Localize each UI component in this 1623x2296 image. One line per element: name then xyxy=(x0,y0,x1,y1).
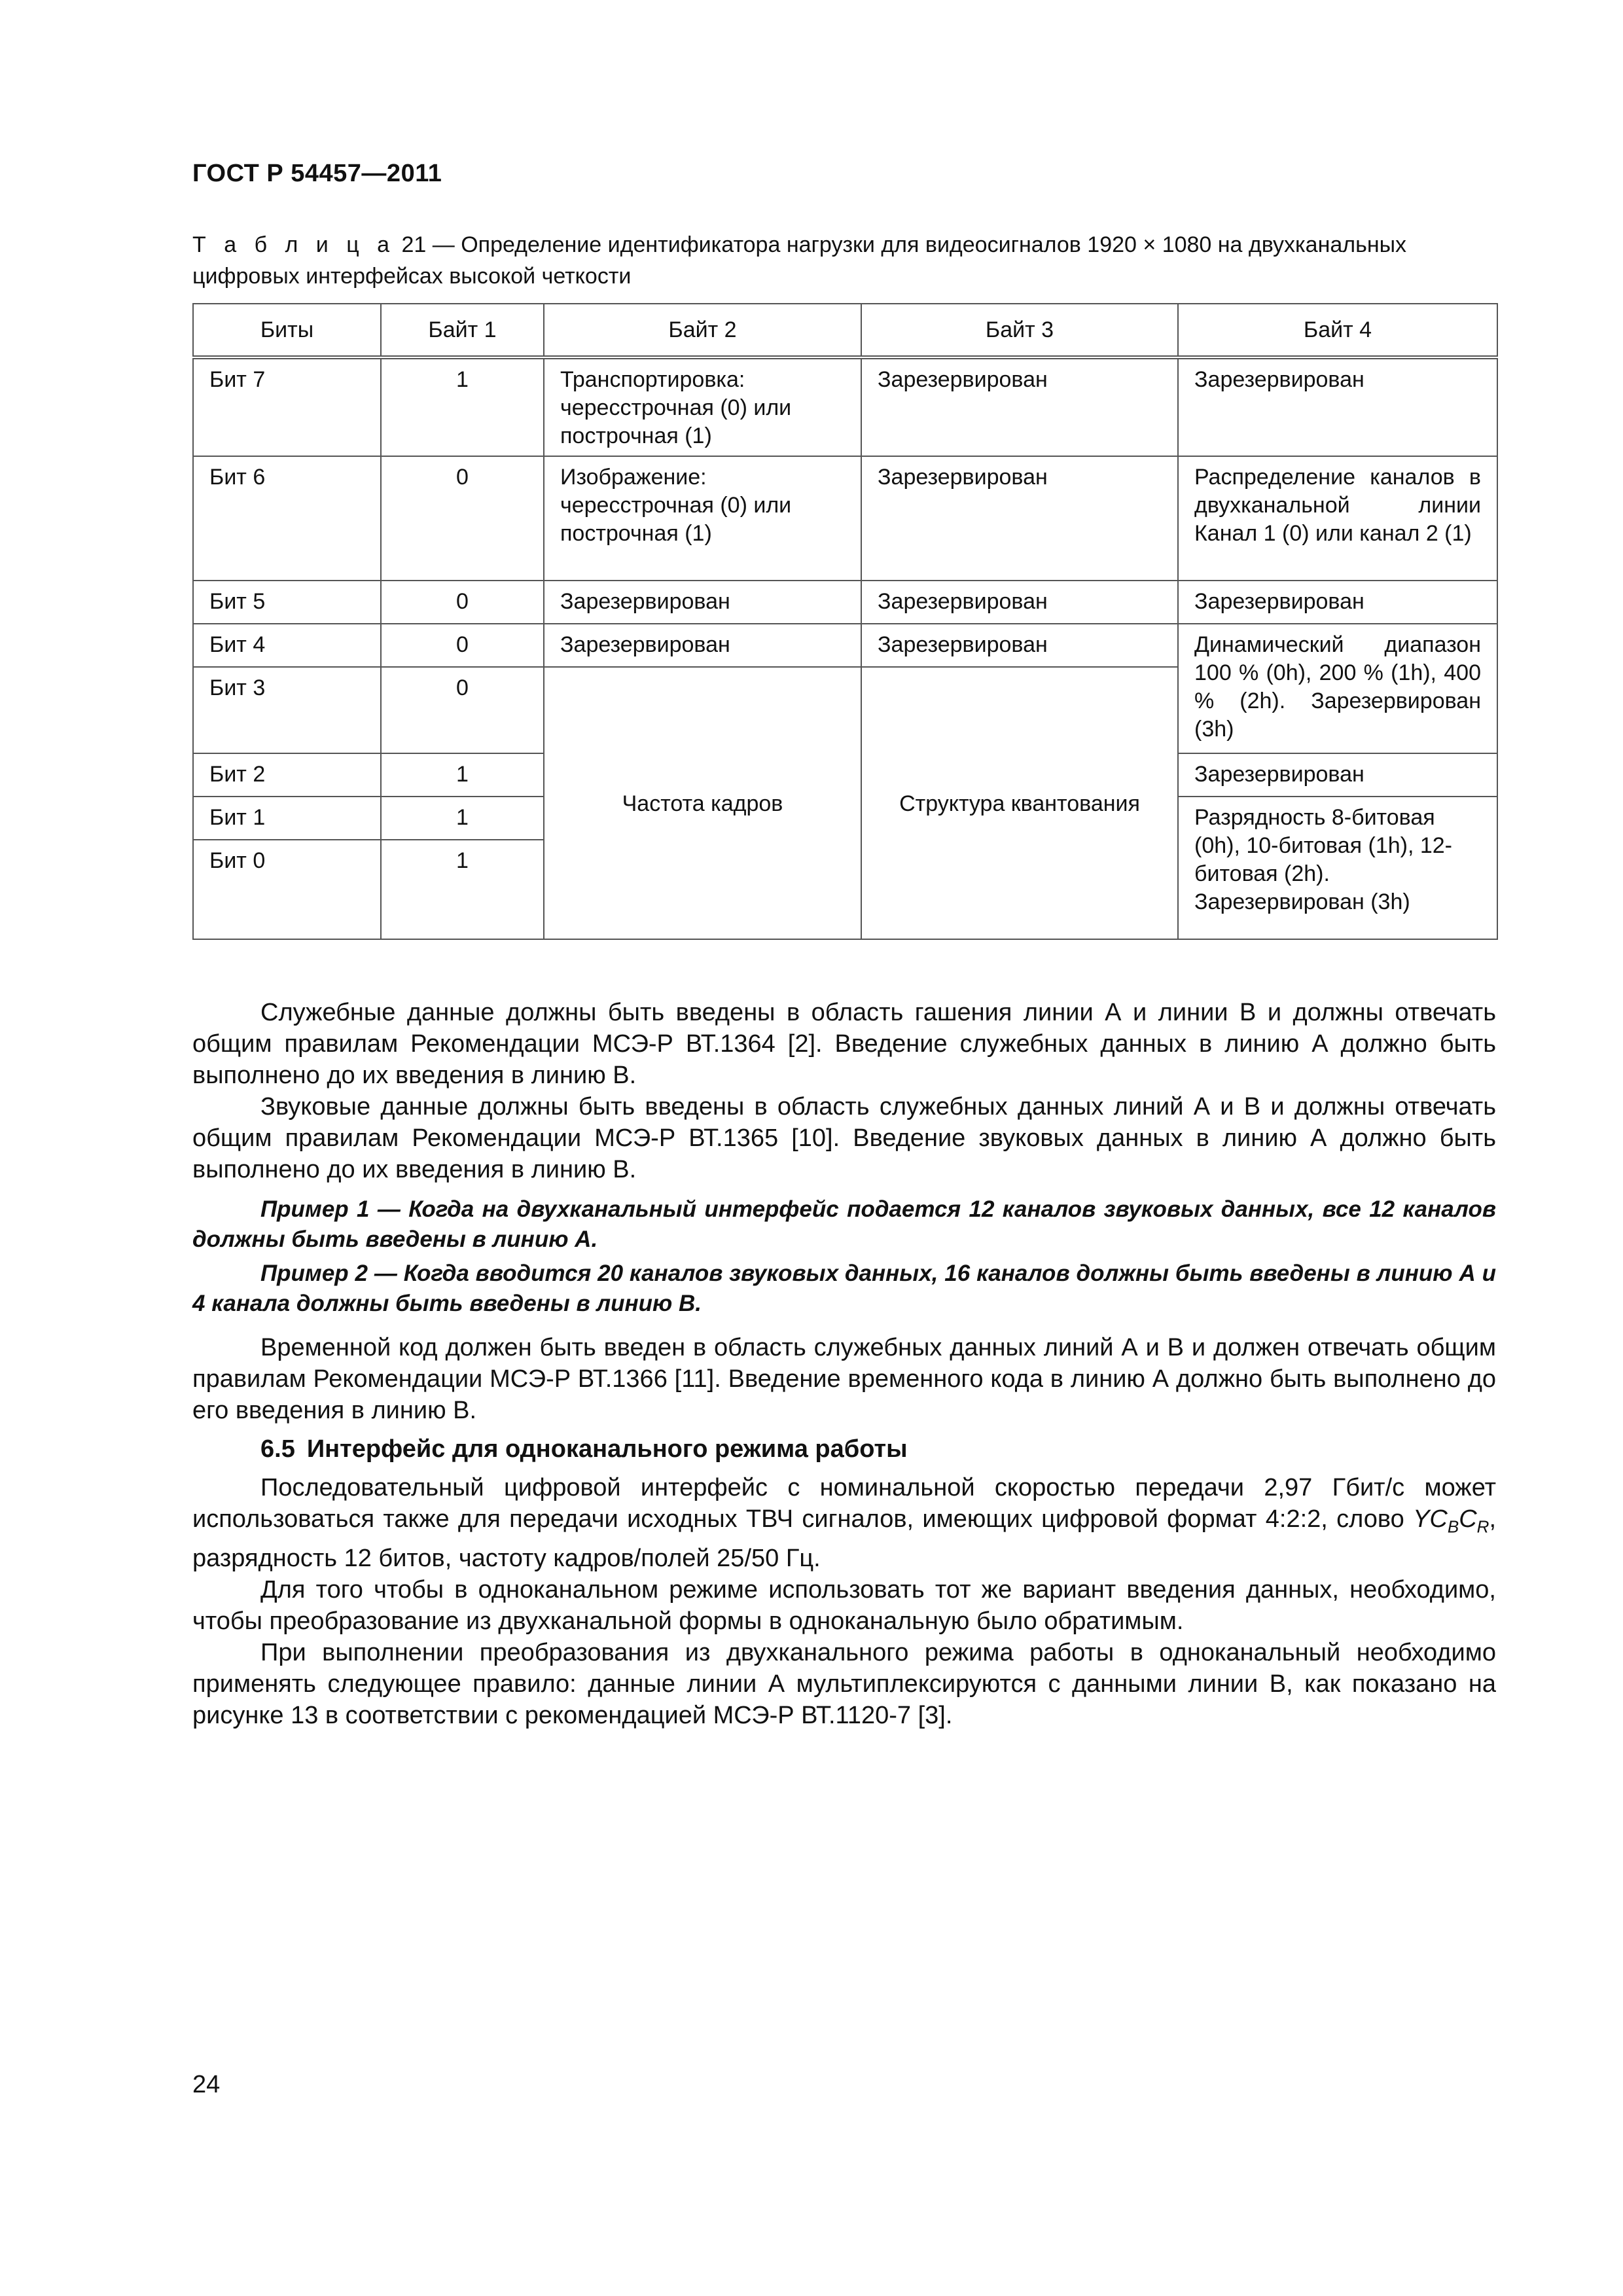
section-heading xyxy=(260,1435,919,1463)
table-caption xyxy=(192,229,1496,292)
header-bits: Биты xyxy=(193,304,381,357)
cell-byte2: Изображение: чересстрочная (0) или построчная (1) xyxy=(544,456,861,581)
cell-byte3: Зарезервирован xyxy=(861,357,1178,456)
cell-byte2: Зарезервирован xyxy=(544,581,861,624)
page-number: 24 xyxy=(192,2071,221,2098)
table-row xyxy=(193,456,1497,581)
table-row xyxy=(193,624,1497,667)
body-block-single-channel xyxy=(192,1472,1496,1731)
formula-ycbcr: $YC_BC_R$ xyxy=(1413,1505,1489,1537)
cell-bit: Бит 1 xyxy=(193,797,381,840)
cell-bit: Бит 0 xyxy=(193,840,381,939)
header-byte1: Байт 1 xyxy=(381,304,544,357)
cell-byte1: 1 xyxy=(381,797,544,840)
cell-quantization-structure: Структура квантования xyxy=(861,667,1178,939)
cell-bit: Бит 3 xyxy=(193,667,381,753)
cell-byte3: Зарезервирован xyxy=(861,456,1178,581)
cell-bit: Бит 4 xyxy=(193,624,381,667)
cell-byte3: Зарезервирован xyxy=(861,581,1178,624)
paragraph-audio-data: Звуковые данные должны быть введены в область служебных данных линий А и В и должны отвечать общим правилам Рекомендации МСЭ-Р ВТ.1365 [10]. Введение звуковых данных в линию А должно быть выполнено до их введения в линию В. xyxy=(192,1093,1496,1183)
cell-byte2: Транспортировка: чересстрочная (0) или построчная (1) xyxy=(544,357,861,456)
paragraph-ancillary-data: Служебные данные должны быть введены в область гашения линии А и линии В и должны отвечать общим правилам Рекомендации МСЭ-Р ВТ.1364 [2]. Введение служебных данных в линию А должно быть выполнено до их введения в линию В. xyxy=(192,999,1496,1089)
cell-bit: Бит 2 xyxy=(193,753,381,797)
cell-bit: Бит 7 xyxy=(193,357,381,456)
cell-byte4-dynamic-range: Динамический диапазон 100 % (0h), 200 % (1h), 400 % (2h). Зарезервирован (3h) xyxy=(1178,624,1497,753)
document-header: ГОСТ Р 54457—2011 xyxy=(192,160,442,187)
paragraph-conversion-rule: При выполнении преобразования из двухканального режима работы в одноканальный необходимо применять следующее правило: данные линии А мультиплексируются с данными линии В, как показано на рисунке 13 в соответствии с рекомендацией МСЭ-Р ВТ.1120-7 [3]. xyxy=(192,1638,1496,1729)
header-byte3: Байт 3 xyxy=(861,304,1178,357)
table-header-row xyxy=(193,304,1497,357)
paragraph-reversibility: Для того чтобы в одноканальном режиме использовать тот же вариант введения данных, необходимо, чтобы преобразование из двухканальной формы в одноканальную было обратимым. xyxy=(192,1575,1496,1635)
table-caption-text: 21 — Определение идентификатора нагрузки для видеосигналов 1920 × 1080 на двухканальных цифровых интерфейсах высокой четкости xyxy=(192,232,1407,289)
cell-byte1: 0 xyxy=(381,456,544,581)
header-byte2: Байт 2 xyxy=(544,304,861,357)
cell-byte2: Зарезервирован xyxy=(544,624,861,667)
cell-byte3: Зарезервирован xyxy=(861,624,1178,667)
table-row xyxy=(193,357,1497,456)
example-1: Пример 1 — Когда на двухканальный интерфейс подается 12 каналов звуковых данных, все 12 каналов должны быть введены в линию А. xyxy=(192,1196,1496,1252)
cell-byte4: Распределение каналов в двухканальной линии Канал 1 (0) или канал 2 (1) xyxy=(1178,456,1497,581)
cell-frame-rate: Частота кадров xyxy=(544,667,861,939)
cell-byte1: 1 xyxy=(381,840,544,939)
cell-byte1: 0 xyxy=(381,667,544,753)
section-number: 6.5 xyxy=(260,1435,295,1463)
section-title-text: Интерфейс для одноканального режима работы xyxy=(306,1435,908,1463)
cell-byte1: 0 xyxy=(381,624,544,667)
header-byte4: Байт 4 xyxy=(1178,304,1497,357)
table-caption-label: Т а б л и ц а xyxy=(192,232,396,257)
example-2: Пример 2 — Когда вводится 20 каналов звуковых данных, 16 каналов должны быть введены в линию А и 4 канала должны быть введены в линию В. xyxy=(192,1261,1496,1316)
paragraph-serial-interface: Последовательный цифровой интерфейс с номинальной скоростью передачи 2,97 Гбит/с может использоваться также для передачи исходных ТВЧ сигналов, имеющих цифровой формат 4:2:2, слово $YC_BC_R$, разрядность 12 битов, частоту кадров/полей 25/50 Гц. xyxy=(192,1474,1496,1572)
cell-byte4: Зарезервирован xyxy=(1178,357,1497,456)
payload-id-table xyxy=(192,303,1498,940)
cell-bit: Бит 5 xyxy=(193,581,381,624)
cell-byte4: Зарезервирован xyxy=(1178,581,1497,624)
paragraph-time-code: Временной код должен быть введен в область служебных данных линий А и В и должен отвечать общим правилам Рекомендации МСЭ-Р ВТ.1366 [11]. Введение временного кода в линию А должно быть выполнено до его введения в линию В. xyxy=(192,1334,1496,1424)
cell-byte1: 1 xyxy=(381,357,544,456)
table-row xyxy=(193,581,1497,624)
body-block-ancillary xyxy=(192,997,1496,1426)
cell-byte1: 0 xyxy=(381,581,544,624)
cell-byte4: Зарезервирован xyxy=(1178,753,1497,797)
cell-byte1: 1 xyxy=(381,753,544,797)
cell-bit: Бит 6 xyxy=(193,456,381,581)
cell-byte4-bit-depth: Разрядность 8-битовая (0h), 10-битовая (1h), 12-битовая (2h). Зарезервирован (3h) xyxy=(1178,797,1497,939)
